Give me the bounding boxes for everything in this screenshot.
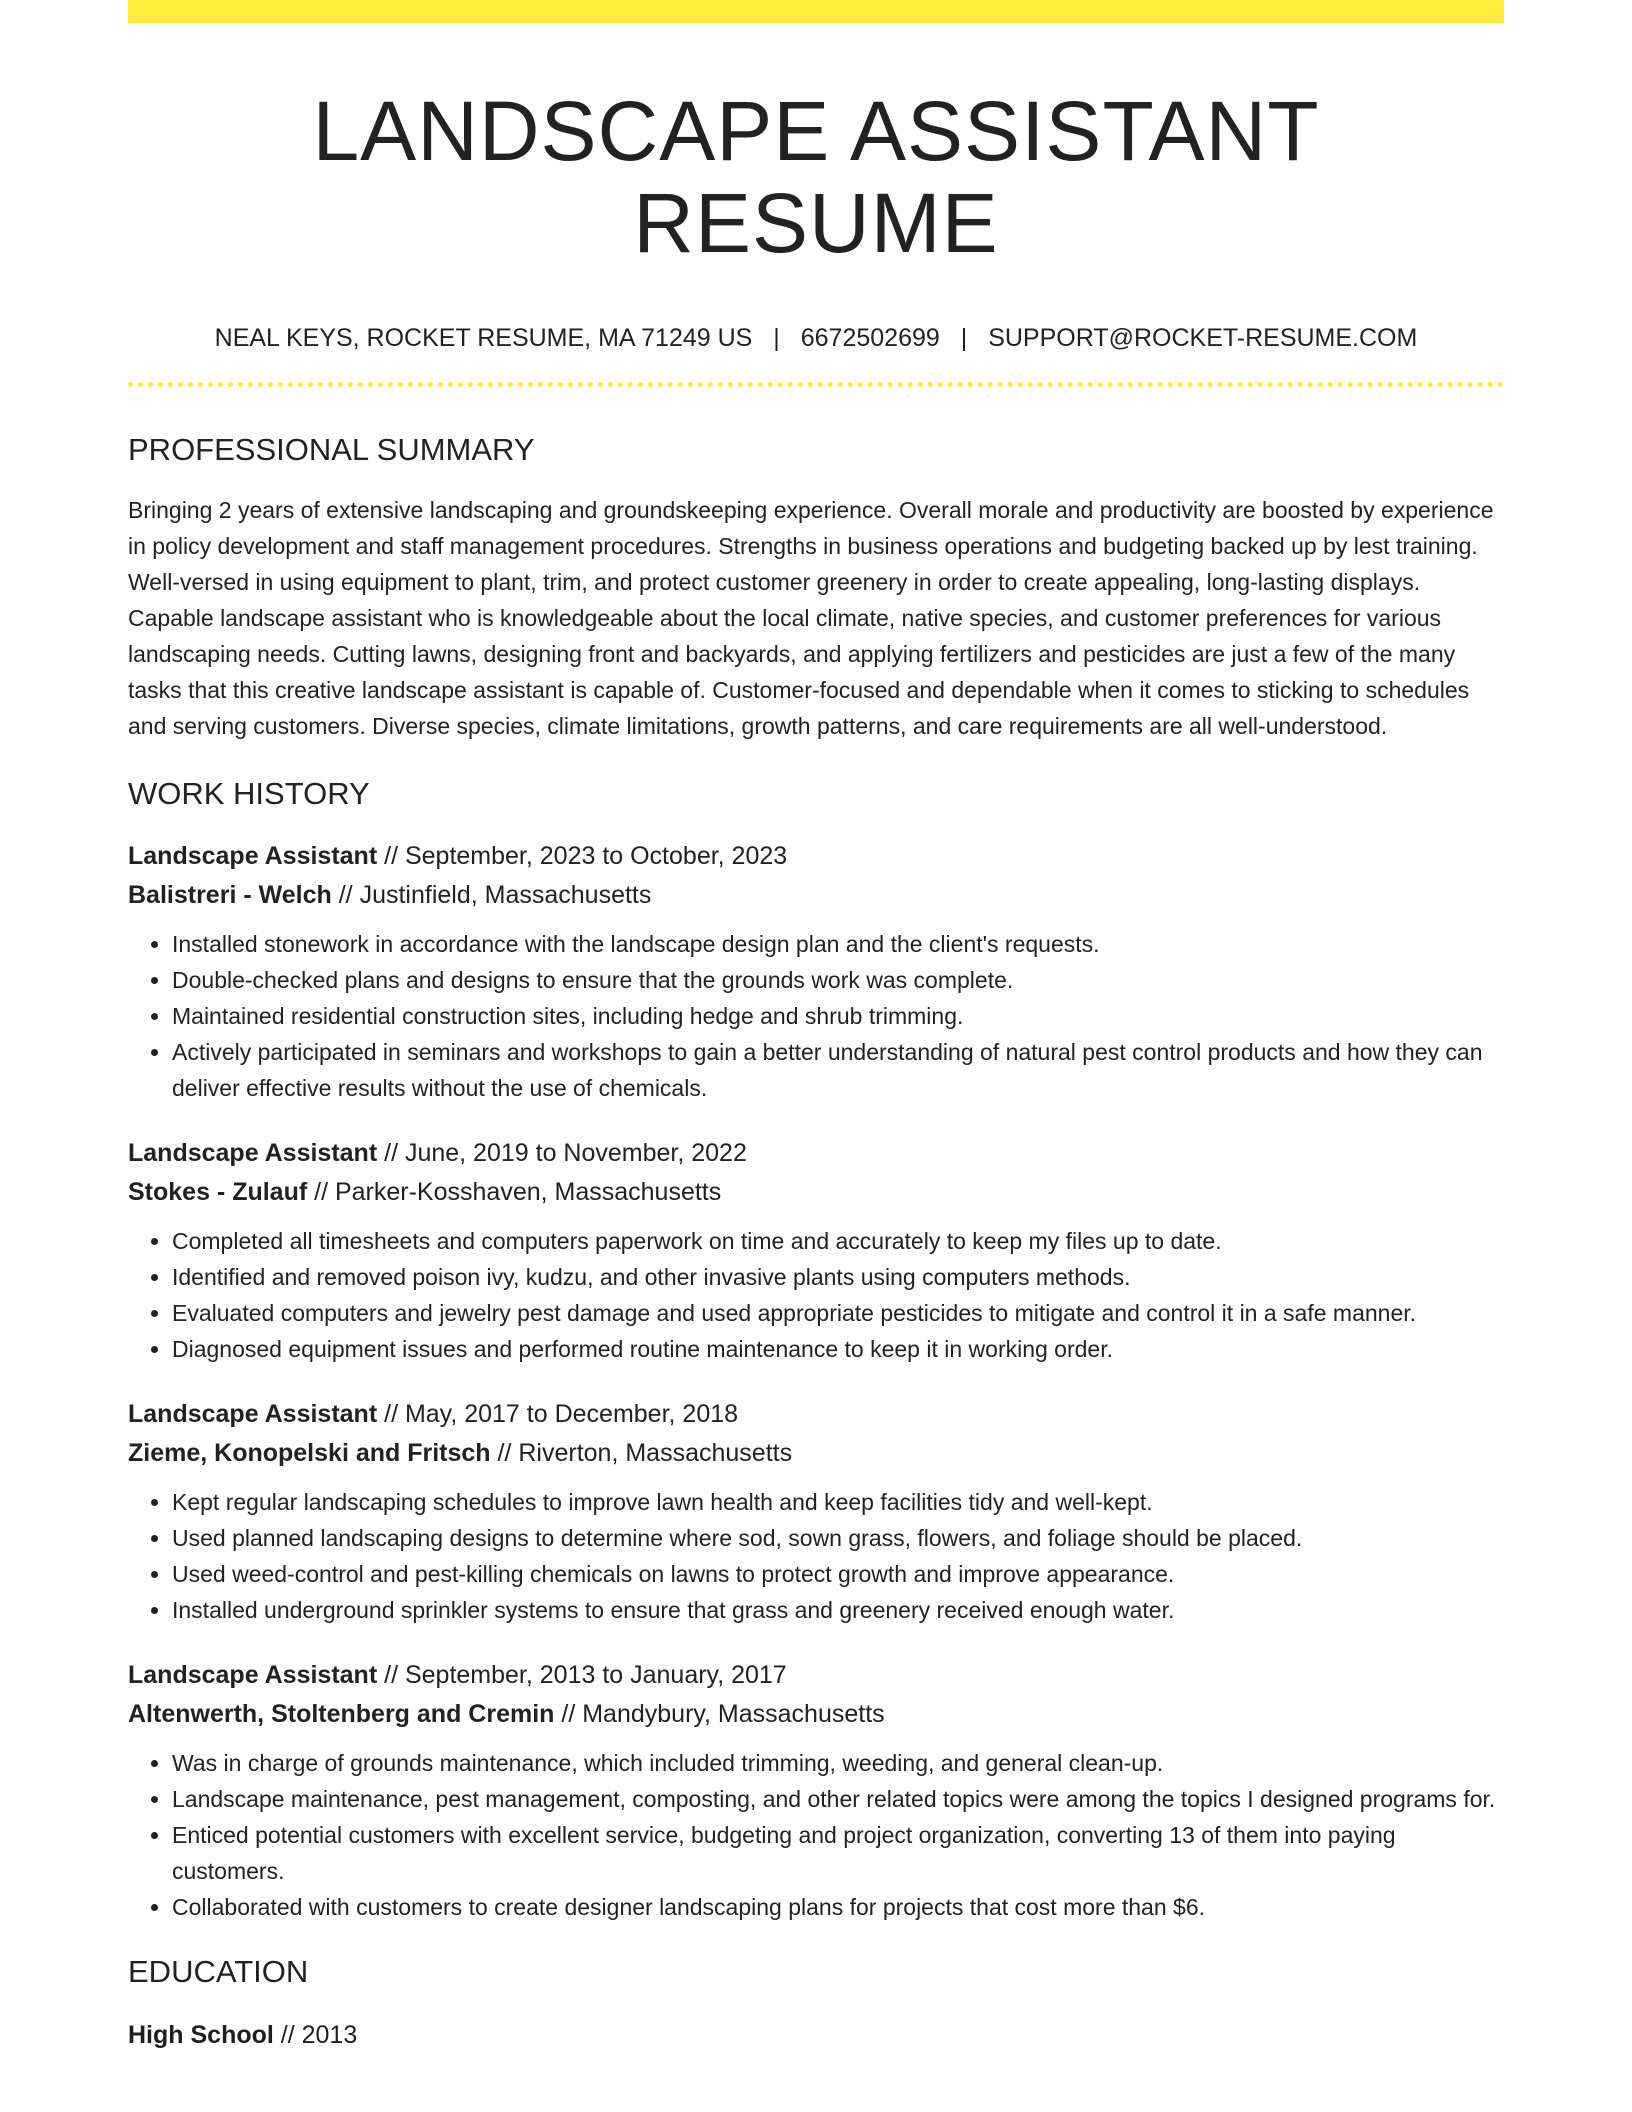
accent-top-bar (128, 0, 1504, 23)
education-entry (128, 2016, 1504, 2055)
job-company: Stokes - Zulauf (128, 1178, 308, 1207)
job-bullets (128, 1484, 1504, 1628)
job-company: Balistreri - Welch (128, 881, 332, 910)
job-entry (128, 1395, 1504, 1628)
job-bullet: • Used planned landscaping designs to determine where sod, sown grass, flowers, and foliage should be placed. (172, 1520, 1504, 1556)
job-bullet: • Completed all timesheets and computers paperwork on time and accurately to keep my files up to date. (172, 1223, 1504, 1259)
job-bullet: • Collaborated with customers to create designer landscaping plans for projects that cost more than $6. (172, 1889, 1504, 1925)
job-dates: // June, 2019 to November, 2022 (377, 1139, 747, 1168)
job-bullet: • Double-checked plans and designs to ensure that the grounds work was complete. (172, 962, 1504, 998)
job-title-line (128, 837, 1504, 876)
job-bullet: • Installed stonework in accordance with the landscape design plan and the client's requests. (172, 926, 1504, 962)
education-year: // 2013 (273, 2021, 358, 2050)
job-bullets (128, 1223, 1504, 1367)
job-title-line (128, 1395, 1504, 1434)
job-dates: // September, 2023 to October, 2023 (377, 842, 788, 871)
job-bullet: • Landscape maintenance, pest management, composting, and other related topics were among the topics I designed programs for. (172, 1781, 1504, 1817)
job-role: Landscape Assistant (128, 1400, 378, 1429)
job-location: // Justinfield, Massachusetts (331, 881, 652, 910)
summary-text: Bringing 2 years of extensive landscaping and groundskeeping experience. Overall morale and productivity are boosted by experience in policy development and staff management procedures. Strengths in business operations and budgeting backed up by lest training. Well-versed in using equipment to plant, trim, and protect customer greenery in order to create appealing, long-lasting displays. Capable landscape assistant who is knowledgeable about the local climate, native species, and customer preferences for various landscaping needs. Cutting lawns, designing front and backyards, and applying fertilizers and pesticides are just a few of the many tasks that this creative landscape assistant is capable of. Customer-focused and dependable when it comes to sticking to schedules and serving customers. Diverse species, climate limitations, growth patterns, and care requirements are all well-understood. (128, 496, 1494, 739)
job-title-line (128, 1656, 1504, 1695)
job-entry (128, 837, 1504, 1106)
job-location: // Riverton, Massachusetts (490, 1439, 793, 1468)
education-degree: High School (128, 2021, 274, 2050)
job-location: // Mandybury, Massachusetts (554, 1700, 885, 1729)
job-bullet: • Evaluated computers and jewelry pest damage and used appropriate pesticides to mitigate and control it in a safe manner. (172, 1295, 1504, 1331)
job-bullets (128, 926, 1504, 1106)
contact-email: SUPPORT@ROCKET-RESUME.COM (988, 323, 1418, 352)
job-entry (128, 1656, 1504, 1925)
job-bullet: • Maintained residential construction sites, including hedge and shrub trimming. (172, 998, 1504, 1034)
job-bullet: • Used weed-control and pest-killing chemicals on lawns to protect growth and improve appearance. (172, 1556, 1504, 1592)
job-bullets (128, 1745, 1504, 1925)
job-bullet: • Installed underground sprinkler systems to ensure that grass and greenery received enough water. (172, 1592, 1504, 1628)
job-location: // Parker-Kosshaven, Massachusetts (307, 1178, 722, 1207)
job-company: Altenwerth, Stoltenberg and Cremin (128, 1700, 555, 1729)
job-bullet: • Was in charge of grounds maintenance, which included trimming, weeding, and general clean-up. (172, 1745, 1504, 1781)
job-bullet: • Diagnosed equipment issues and performed routine maintenance to keep it in working order. (172, 1331, 1504, 1367)
job-dates: // May, 2017 to December, 2018 (377, 1400, 739, 1429)
job-bullet: • Actively participated in seminars and workshops to gain a better understanding of natural pest control products and how they can deliver effective results without the use of chemicals. (172, 1034, 1504, 1106)
job-bullet: • Enticed potential customers with excellent service, budgeting and project organization, converting 13 of them into paying customers. (172, 1817, 1504, 1889)
job-bullet: • Identified and removed poison ivy, kudzu, and other invasive plants using computers methods. (172, 1259, 1504, 1295)
job-company-line (128, 1695, 1504, 1734)
job-role: Landscape Assistant (128, 1139, 378, 1168)
contact-address: NEAL KEYS, ROCKET RESUME, MA 71249 US (214, 323, 753, 352)
job-company-line (128, 1434, 1504, 1473)
job-role: Landscape Assistant (128, 842, 378, 871)
job-company-line (128, 1173, 1504, 1212)
job-company: Zieme, Konopelski and Fritsch (128, 1439, 491, 1468)
education-heading: EDUCATION (128, 1954, 309, 1990)
summary-heading: PROFESSIONAL SUMMARY (128, 431, 535, 467)
contact-separator: | (960, 323, 968, 352)
job-company-line (128, 876, 1504, 915)
job-dates: // September, 2013 to January, 2017 (377, 1661, 787, 1690)
resume-page (128, 0, 1504, 2055)
work-history-heading: WORK HISTORY (128, 775, 370, 811)
contact-phone: 6672502699 (800, 323, 940, 352)
job-title-line (128, 1134, 1504, 1173)
job-role: Landscape Assistant (128, 1661, 378, 1690)
work-history-list (128, 837, 1504, 1925)
contact-separator: | (773, 323, 780, 352)
dotted-divider (128, 382, 1504, 387)
job-bullet: • Kept regular landscaping schedules to improve lawn health and keep facilities tidy and well-kept. (172, 1484, 1504, 1520)
resume-title: LANDSCAPE ASSISTANT RESUME (312, 84, 1320, 271)
job-entry (128, 1134, 1504, 1367)
contact-line (128, 323, 1504, 353)
